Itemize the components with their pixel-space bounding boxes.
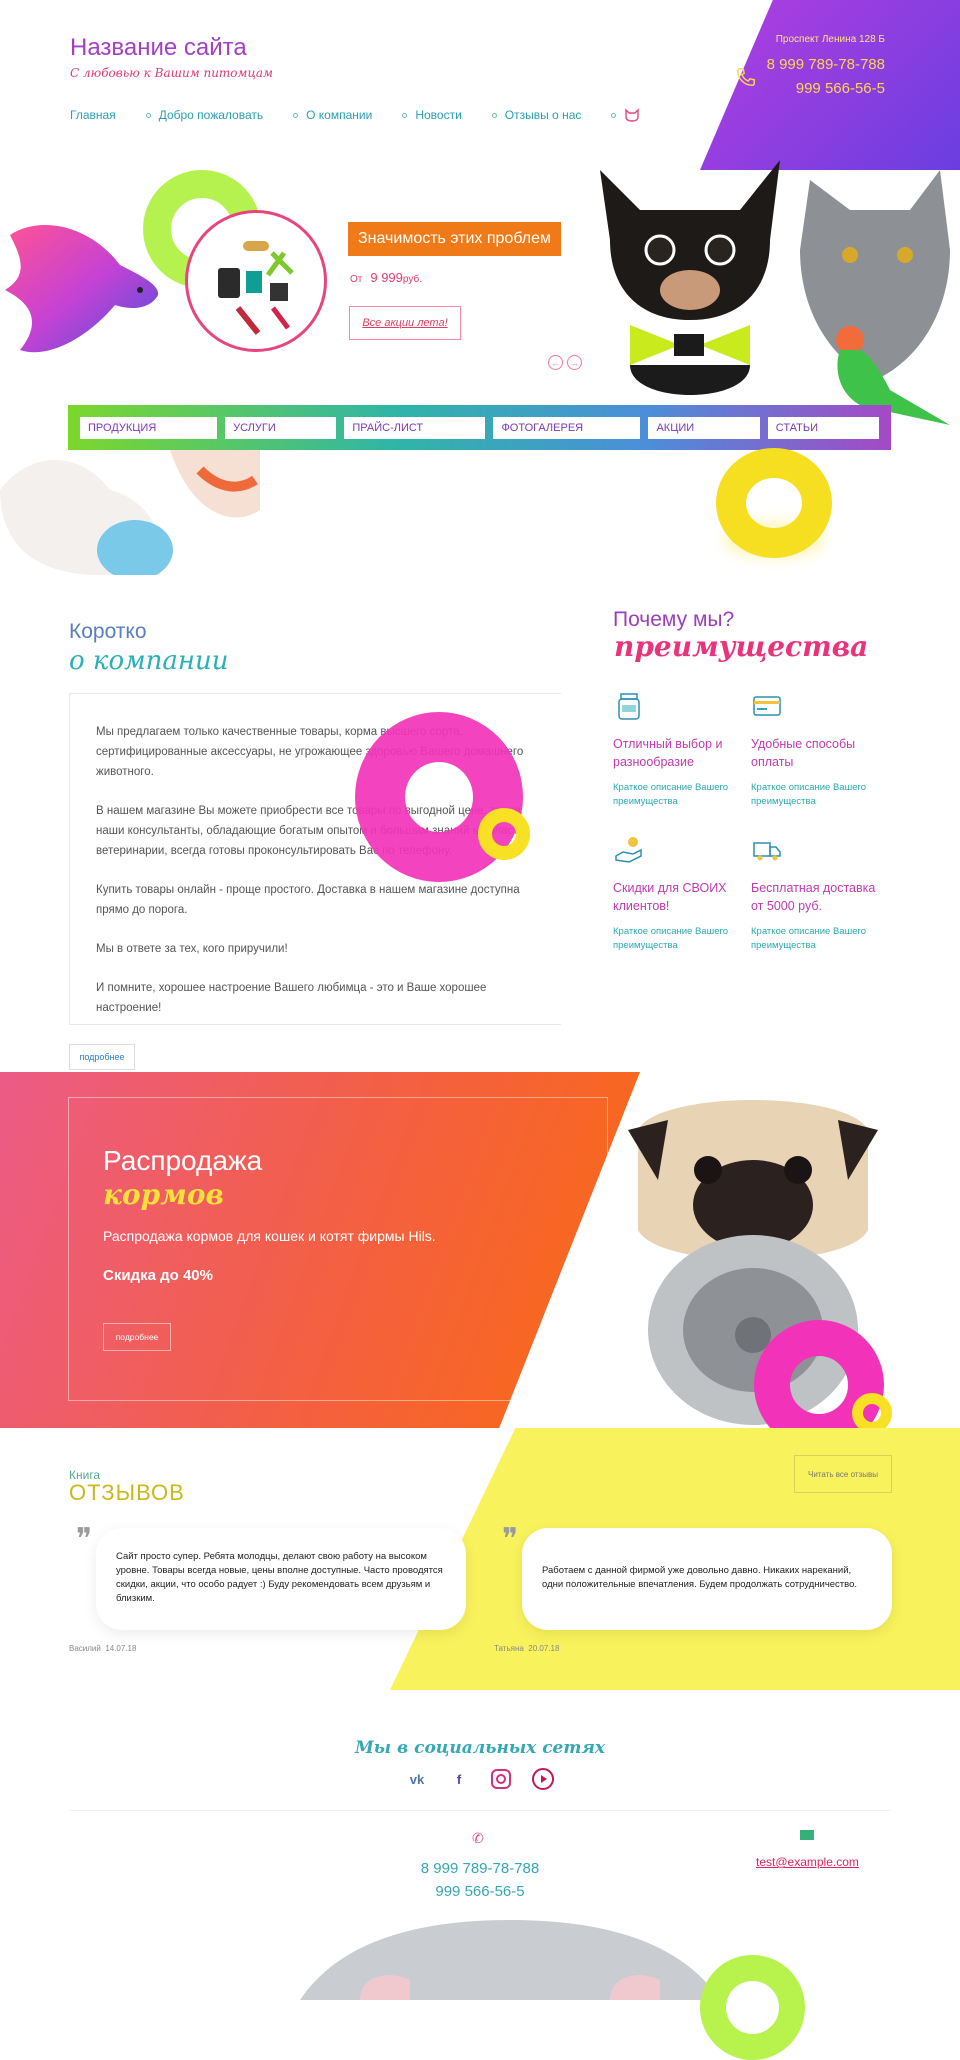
nav-label: Добро пожаловать <box>158 108 264 122</box>
review-card <box>96 1528 466 1630</box>
why-subtitle: преимущества <box>614 630 869 663</box>
nav-label: Новости <box>415 108 462 122</box>
about-subtitle: о компании <box>69 646 229 676</box>
top-navigation <box>70 108 670 122</box>
feature-desc: Краткое описание Вашего преимущества <box>751 782 867 807</box>
grooming-tools-image <box>185 210 327 352</box>
nav-item-welcome[interactable] <box>146 108 263 122</box>
feature-item <box>751 834 881 953</box>
footer-phone-2[interactable]: 999 566-56-5 <box>435 1883 525 1900</box>
truck-icon <box>751 834 783 866</box>
bullet-icon <box>146 113 151 118</box>
read-all-reviews-button[interactable]: Читать все отзывы <box>794 1455 892 1493</box>
phone-icon <box>735 66 757 88</box>
review-meta <box>494 1644 559 1653</box>
header-phone-2[interactable]: 999 566-56-5 <box>795 80 885 97</box>
price-unit: руб. <box>402 274 422 285</box>
review-card <box>522 1528 892 1630</box>
card-icon <box>751 690 783 722</box>
social-title: Мы в социальных сетях <box>354 1738 606 1758</box>
sale-more-button[interactable]: подробнее <box>103 1323 171 1351</box>
reviews-title: Книга <box>69 1468 101 1482</box>
bullet-icon <box>402 113 407 118</box>
nav-item-home[interactable] <box>70 108 116 122</box>
rabbit-image <box>0 450 260 575</box>
instagram-icon[interactable] <box>489 1767 513 1791</box>
feature-item <box>613 834 743 953</box>
about-paragraph: Мы в ответе за тех, кого приручили! <box>96 943 288 955</box>
decor-small-yellow-ring <box>852 1393 892 1433</box>
review-text: Работаем с данной фирмой уже довольно давно. Никаких нареканий, одни положительные впечатления. Будем продолжать сотрудничество. <box>542 1565 858 1590</box>
price-value: 9 999 <box>370 270 403 285</box>
feature-item <box>613 690 743 809</box>
menu-articles[interactable]: СТАТЬИ <box>768 417 879 439</box>
phone-icon: ✆ <box>472 1830 484 1846</box>
hand-coin-icon <box>613 834 645 866</box>
nav-item-about[interactable] <box>293 108 372 122</box>
nav-label: Главная <box>70 108 116 122</box>
next-arrow-icon[interactable]: → <box>567 355 582 370</box>
mail-icon <box>800 1830 814 1840</box>
nav-item-news[interactable] <box>402 108 461 122</box>
betta-fish-image <box>0 215 165 365</box>
grooming-tools-icon <box>188 213 324 349</box>
sale-discount: Скидка до 40% <box>103 1267 213 1284</box>
nav-label: О компании <box>306 108 373 122</box>
decor-small-yellow-ring <box>478 808 530 860</box>
sale-subtitle: кормов <box>103 1178 224 1211</box>
youtube-glyph <box>531 1767 555 1791</box>
site-tagline: С любовью к Вашим питомцам <box>70 66 273 80</box>
feature-desc: Краткое описание Вашего преимущества <box>751 926 867 951</box>
feature-desc: Краткое описание Вашего преимущества <box>613 782 729 807</box>
sale-frame <box>68 1097 608 1401</box>
nav-label: Отзывы о нас <box>504 108 582 122</box>
about-paragraph: В нашем магазине Вы можете приобрести все товары по выгодной цене, также наши консультанты, обладающие богатым опытом и большим знаний в области ветеринарии, всегда готовы проконсультировать Вас по телефону. <box>96 805 525 857</box>
vk-icon[interactable]: vk <box>409 1771 425 1787</box>
promo-title: Значимость этих проблем <box>348 222 561 256</box>
social-links <box>405 1767 555 1791</box>
feature-title: Бесплатная доставка от 5000 руб. <box>751 881 876 913</box>
feature-desc: Краткое описание Вашего преимущества <box>613 926 729 951</box>
bullet-icon <box>611 113 616 118</box>
decor-green-ring <box>700 1955 805 2060</box>
review-author: Татьяна <box>494 1644 524 1653</box>
site-title[interactable]: Название сайта <box>70 34 247 61</box>
review-author: Василий <box>69 1644 101 1653</box>
feature-item <box>751 690 881 809</box>
quote-icon: ❞ <box>76 1522 93 1557</box>
sale-text: Распродажа кормов для кошек и котят фирмы Hils. <box>103 1228 436 1244</box>
quote-icon: ❞ <box>502 1522 519 1557</box>
nav-item-reviews[interactable] <box>492 108 582 122</box>
menu-price-list[interactable]: ПРАЙС-ЛИСТ <box>344 417 485 439</box>
menu-services[interactable]: УСЛУГИ <box>225 417 336 439</box>
about-paragraph: И помните, хорошее настроение Вашего любимца - это и Ваше хорошее настроение! <box>96 982 487 1014</box>
about-title: Коротко <box>69 620 147 643</box>
reviews-subtitle: ОТЗЫВОВ <box>69 1480 185 1505</box>
review-date: 20.07.18 <box>528 1644 560 1653</box>
address: Проспект Ленина 128 Б <box>775 34 885 45</box>
review-text: Сайт просто супер. Ребята молодцы, делают свою работу на высоком уровне. Товары всегда новые, цены вполне доступные. Часто проводятся скидки, акции, что особо радует :) Буду рекомендовать всем друзьям и близким. <box>116 1551 443 1604</box>
bullet-icon <box>293 113 298 118</box>
review-date: 14.07.18 <box>105 1644 137 1653</box>
footer-email-link[interactable]: test@example.com <box>756 1855 859 1869</box>
menu-sales[interactable]: АКЦИИ <box>648 417 759 439</box>
price-prefix: От <box>350 274 363 285</box>
why-title: Почему мы? <box>613 608 735 631</box>
kitten-image <box>300 1920 720 2000</box>
sale-title: Распродажа <box>103 1145 263 1176</box>
feature-title: Скидки для СВОИХ клиентов! <box>613 881 727 913</box>
about-paragraph: Купить товары онлайн - проще простого. Доставка в нашем магазине доступна прямо до порога. <box>96 884 520 916</box>
bullet-icon <box>492 113 497 118</box>
summer-sales-button[interactable]: Все акции лета! <box>349 306 461 340</box>
cat-icon <box>624 108 640 122</box>
nav-item-cat[interactable] <box>611 108 640 122</box>
review-meta <box>69 1644 136 1653</box>
footer-phone-1[interactable]: 8 999 789-78-788 <box>420 1860 540 1877</box>
chihuahua-dog-image <box>570 150 810 405</box>
feature-title: Удобные способы оплаты <box>751 737 856 769</box>
facebook-icon[interactable]: f <box>456 1771 462 1787</box>
promo-price <box>350 270 422 285</box>
footer-divider <box>69 1810 891 1811</box>
feature-title: Отличный выбор и разнообразие <box>613 737 723 769</box>
about-paragraph: Мы предлагаем только качественные товары, корма высшего сорта, сертифицированные аксессуары, не угрожающее здоровью Вашего домашнего животного. <box>96 726 524 778</box>
menu-products[interactable]: ПРОДУКЦИЯ <box>80 417 217 439</box>
jar-icon <box>613 690 645 722</box>
prev-arrow-icon[interactable]: ← <box>548 355 563 370</box>
youtube-icon[interactable] <box>531 1767 555 1791</box>
about-more-button[interactable]: подробнее <box>69 1044 135 1070</box>
menu-gallery[interactable]: ФОТОГАЛЕРЕЯ <box>493 417 640 439</box>
instagram-glyph <box>490 1768 512 1790</box>
header-phone-1[interactable]: 8 999 789-78-788 <box>766 56 885 73</box>
decor-yellow-ring <box>716 448 832 558</box>
main-menu-bar <box>68 405 891 450</box>
